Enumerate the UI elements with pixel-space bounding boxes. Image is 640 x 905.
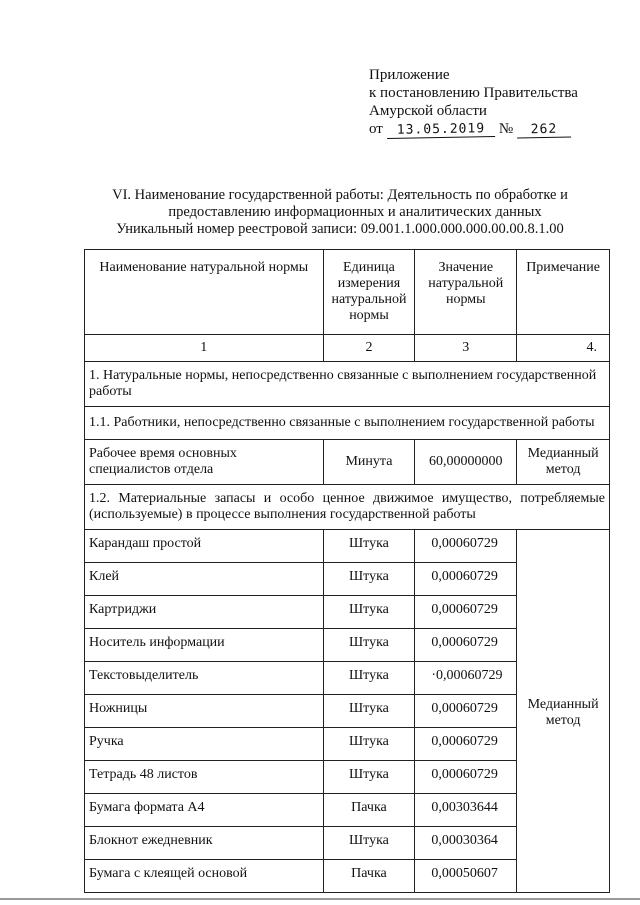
- item-name: Носитель информации: [85, 629, 324, 662]
- item-value: 0,00060729: [415, 695, 517, 728]
- item-value: 0,00030364: [415, 827, 517, 860]
- from-label: от: [369, 121, 383, 137]
- item-name: Бумага формата А4: [85, 794, 324, 827]
- item-value: 0,00050607: [415, 860, 517, 893]
- work-heading: [60, 187, 620, 238]
- appendix-title: Приложение: [369, 67, 450, 83]
- item-name: Бумага с клеящей основой: [85, 860, 324, 893]
- employee-note: Медианный метод: [517, 440, 610, 485]
- header-norm-name: Наименование натуральной нормы: [85, 250, 324, 335]
- column-number: 3: [415, 335, 517, 362]
- item-unit: Штука: [323, 695, 415, 728]
- column-number: 4.: [517, 335, 610, 362]
- section-1-2-title: 1.2. Материальные запасы и особо ценное движимое имущество, потребляемые (используемые) в процессе выполнения государственной работы: [85, 485, 610, 530]
- item-value: 0,00060729: [415, 629, 517, 662]
- item-name: Ножницы: [85, 695, 324, 728]
- item-unit: Штука: [323, 827, 415, 860]
- appendix-block: [369, 66, 578, 138]
- column-number: 1: [85, 335, 324, 362]
- item-name: Карандаш простой: [85, 530, 324, 563]
- section-1-title: 1. Натуральные нормы, непосредственно связанные с выполнением государственной работы: [85, 362, 610, 407]
- item-unit: Штука: [323, 530, 415, 563]
- employee-norm-name: Рабочее время основных специалистов отдела: [85, 440, 324, 485]
- section-1-row: [85, 362, 610, 407]
- employee-row: [85, 440, 610, 485]
- item-value: 0,00060729: [415, 530, 517, 563]
- item-unit: Штука: [323, 662, 415, 695]
- item-name: Текстовыделитель: [85, 662, 324, 695]
- item-name: Клей: [85, 563, 324, 596]
- appendix-region: Амурской области: [369, 103, 487, 119]
- header-unit: Единица измерения натуральной нормы: [323, 250, 415, 335]
- items-note: Медианный метод: [517, 530, 610, 893]
- table-row: [85, 530, 610, 563]
- decree-date: 13.05.2019: [387, 122, 495, 139]
- item-unit: Штука: [323, 563, 415, 596]
- item-name: Ручка: [85, 728, 324, 761]
- number-label: №: [498, 121, 514, 137]
- item-value: 0,00060729: [415, 728, 517, 761]
- item-value: ·0,00060729: [415, 662, 517, 695]
- item-value: 0,00060729: [415, 761, 517, 794]
- page-bottom-edge: [0, 898, 640, 900]
- item-unit: Штука: [323, 761, 415, 794]
- column-number-row: [85, 335, 610, 362]
- item-value: 0,00303644: [415, 794, 517, 827]
- employee-unit: Минута: [323, 440, 415, 485]
- item-unit: Пачка: [323, 860, 415, 893]
- item-name: Тетрадь 48 листов: [85, 761, 324, 794]
- employee-value: 60,00000000: [415, 440, 517, 485]
- item-unit: Пачка: [323, 794, 415, 827]
- decree-number: 262: [517, 123, 571, 139]
- heading-line-2: предоставлению информационных и аналитических данных: [168, 204, 542, 220]
- appendix-decree: к постановлению Правительства: [369, 85, 578, 101]
- item-unit: Штука: [323, 728, 415, 761]
- item-name: Блокнот ежедневник: [85, 827, 324, 860]
- item-unit: Штука: [323, 596, 415, 629]
- header-value: Значение натуральной нормы: [415, 250, 517, 335]
- header-note: Примечание: [517, 250, 610, 335]
- table-header-row: [85, 250, 610, 335]
- column-number: 2: [323, 335, 415, 362]
- item-unit: Штука: [323, 629, 415, 662]
- item-name: Картриджи: [85, 596, 324, 629]
- section-1-1-row: [85, 407, 610, 440]
- heading-line-1: VI. Наименование государственной работы: Деятельность по обработке и: [112, 187, 568, 203]
- section-1-2-row: [85, 485, 610, 530]
- section-1-1-title: 1.1. Работники, непосредственно связанные с выполнением государственной работы: [85, 407, 610, 440]
- appendix-date-line: [369, 120, 578, 138]
- item-value: 0,00060729: [415, 563, 517, 596]
- heading-registry-number: Уникальный номер реестровой записи: 09.001.1.000.000.000.00.00.8.1.00: [116, 221, 564, 237]
- item-value: 0,00060729: [415, 596, 517, 629]
- norms-table: [84, 249, 610, 893]
